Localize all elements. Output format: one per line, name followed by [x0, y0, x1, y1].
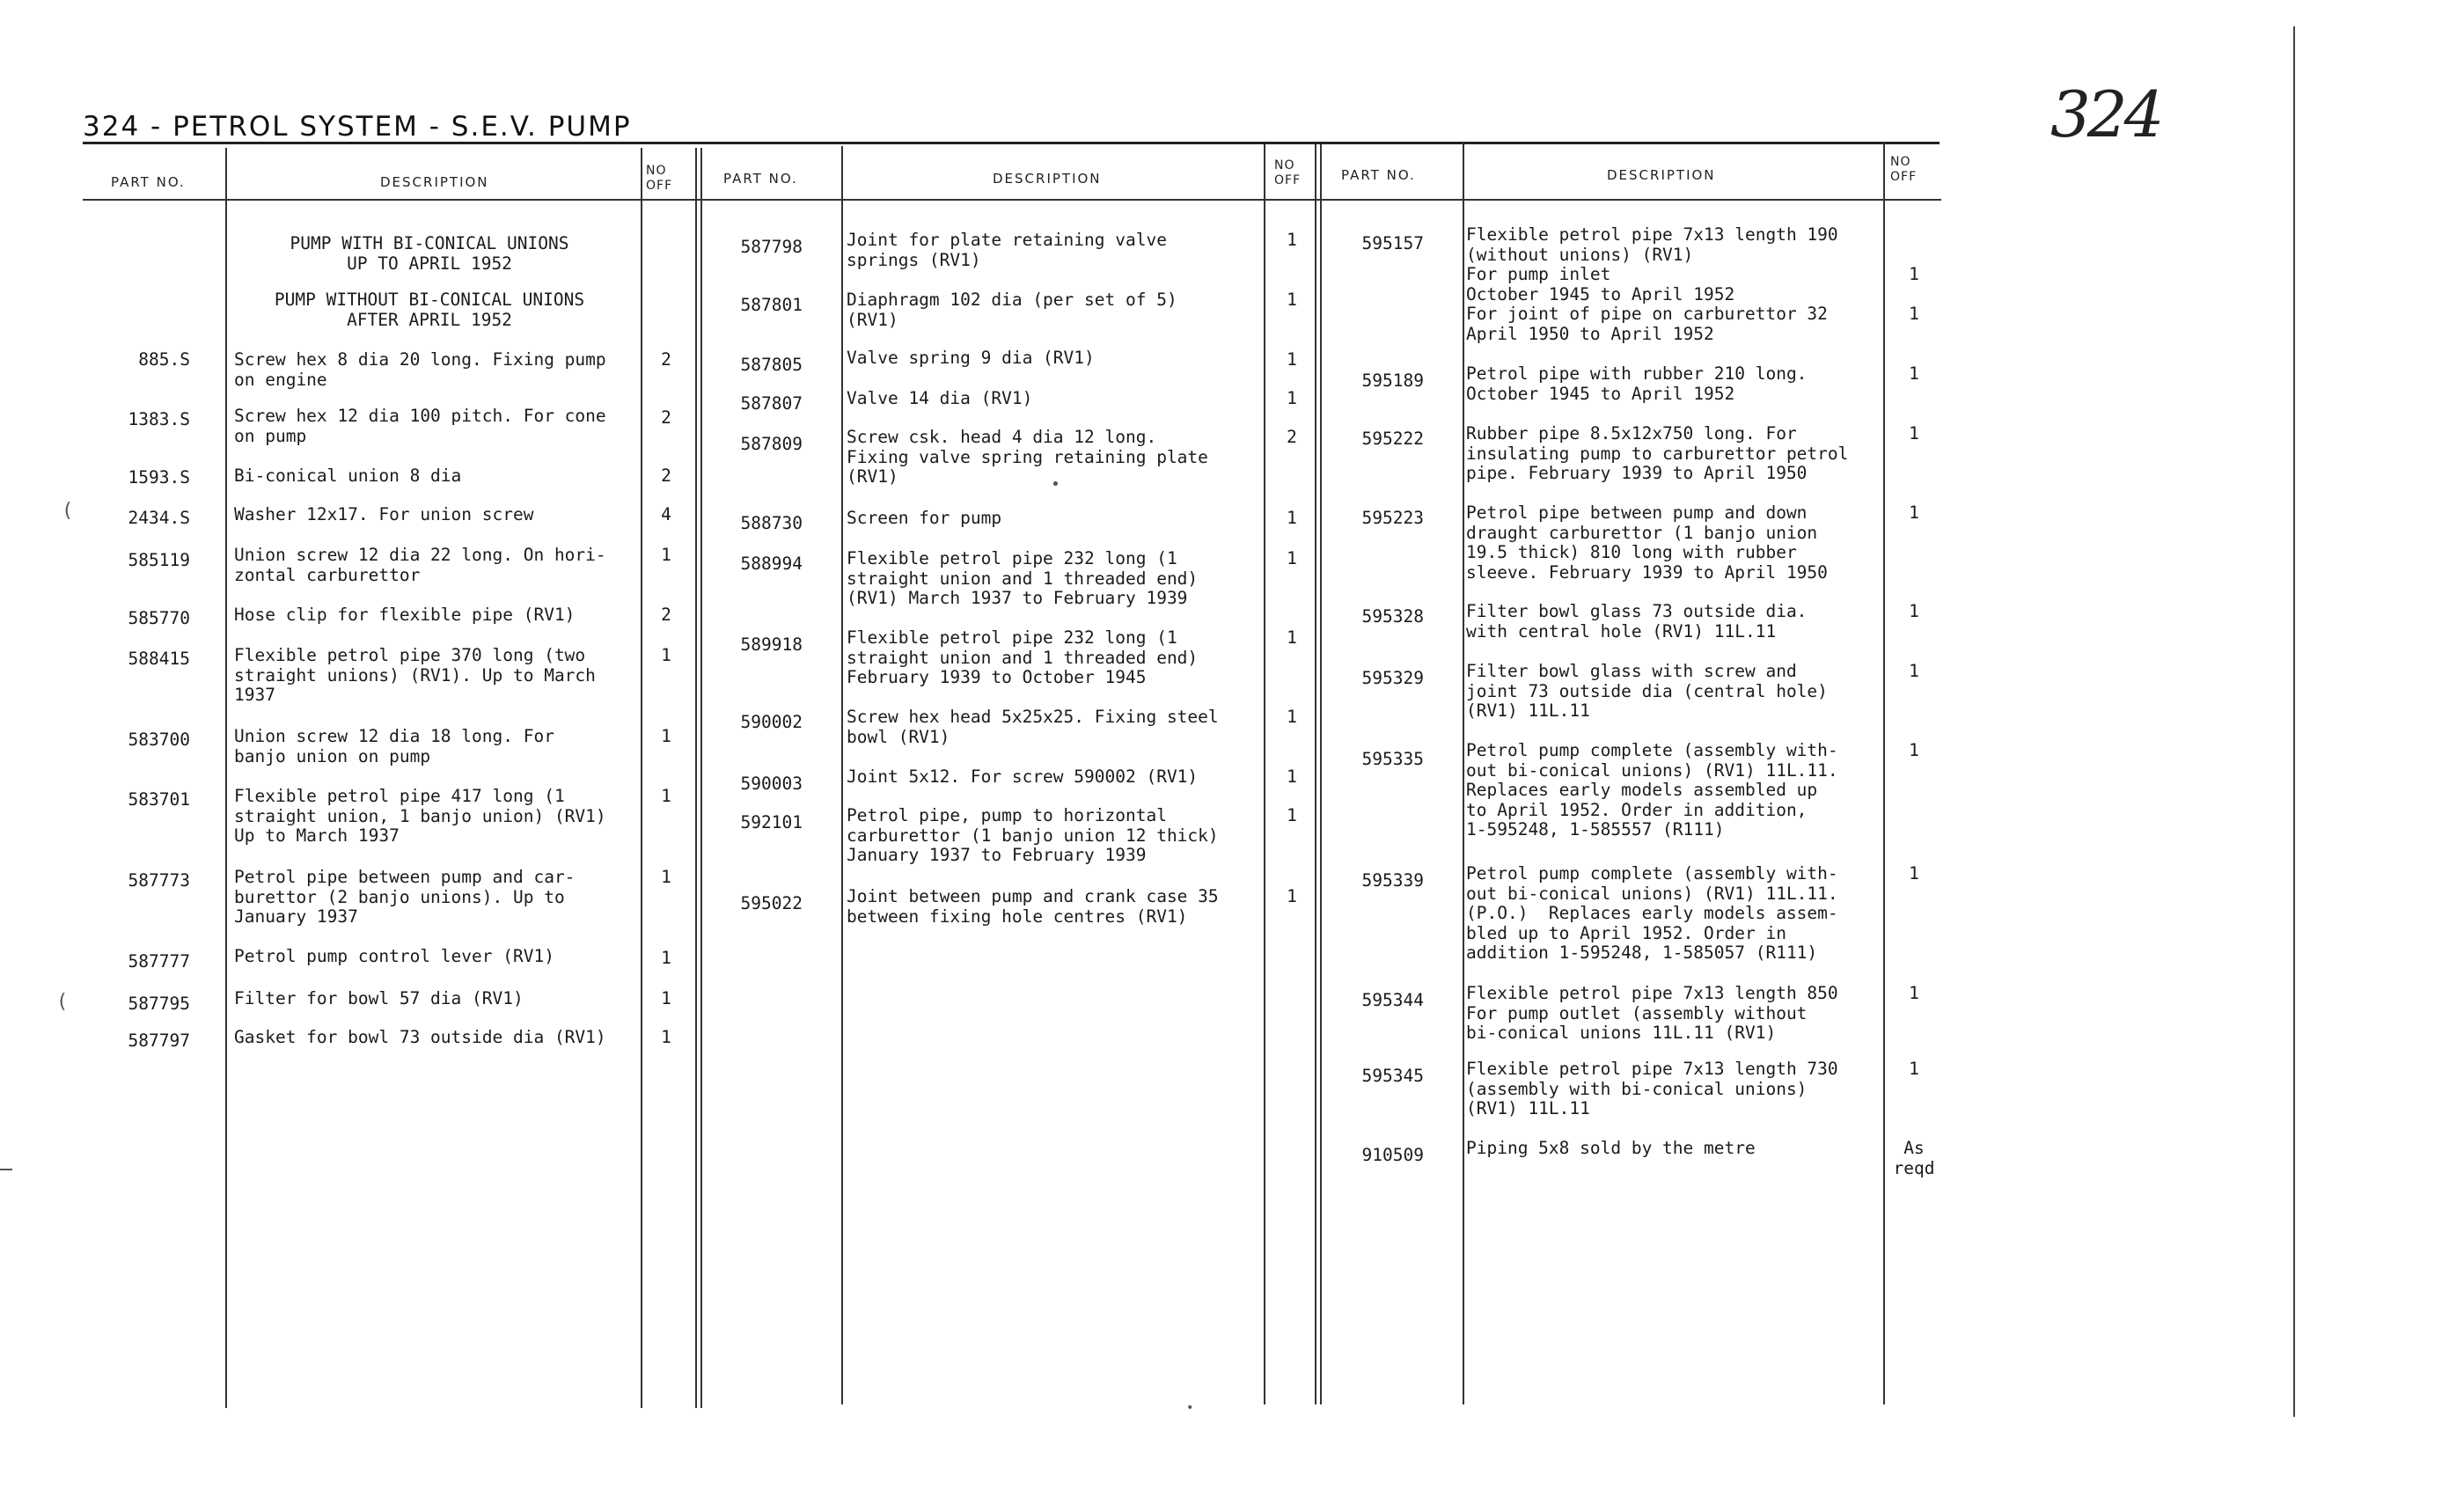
part-number: 595189	[1361, 370, 1424, 391]
part-description: Flexible petrol pipe 232 long (1 straight union and 1 threaded end) (RV1) March 1937 to February 1939	[847, 548, 1199, 608]
part-number: 590003	[740, 774, 803, 794]
part-number: 587797	[128, 1030, 190, 1051]
quantity: 1	[1909, 661, 1919, 681]
quantity: 1	[1287, 627, 1297, 648]
part-number: 588415	[128, 649, 190, 669]
quantity: 1	[1287, 548, 1297, 568]
part-number: 592101	[740, 812, 803, 832]
column-divider	[1315, 144, 1316, 1404]
quantity: 2	[661, 466, 671, 486]
part-number: 595345	[1361, 1066, 1424, 1086]
part-number: 590002	[740, 712, 803, 732]
page-title: 324 - PETROL SYSTEM - S.E.V. PUMP	[83, 111, 632, 143]
quantity: 1	[661, 1027, 671, 1047]
quantity: As reqd	[1893, 1138, 1935, 1178]
quantity: 1	[661, 988, 671, 1008]
quantity: 1	[1909, 363, 1919, 384]
column-divider	[641, 148, 642, 1408]
part-description: Petrol pump complete (assembly with- out bi-conical unions) (RV1) 11L.11. Replaces early models assembled up to April 1952. Order in addition, 1-595248, 1-585557 (R111)	[1466, 740, 1838, 840]
header-part-no-1: PART NO.	[111, 174, 186, 190]
part-number: 587773	[128, 870, 190, 891]
part-description: Valve 14 dia (RV1)	[847, 388, 1033, 408]
part-description: Petrol pump complete (assembly with- out bi-conical unions) (RV1) 11L.11. (P.O.) Replaces early models assem- bled up to April 1952. Order in addition 1-595248, 1-585057 (R111)	[1466, 863, 1838, 963]
column-divider	[1463, 143, 1464, 1404]
part-number: 1383.S	[128, 409, 190, 429]
part-description: Joint between pump and crank case 35 between fixing hole centres (RV1)	[847, 886, 1219, 927]
part-number: 595022	[740, 893, 803, 913]
margin-mark: (	[56, 991, 69, 1013]
column-divider	[1320, 144, 1322, 1404]
page-edge-line	[2293, 26, 2295, 1417]
part-number: 583700	[128, 730, 190, 750]
part-description: Valve spring 9 dia (RV1)	[847, 348, 1095, 368]
part-description: PUMP WITHOUT BI-CONICAL UNIONS AFTER APRIL 1952	[274, 290, 585, 330]
column-divider	[1883, 143, 1885, 1404]
part-description: Petrol pipe between pump and down draught carburettor (1 banjo union 19.5 thick) 810 long with rubber sleeve. February 1939 to April 1950	[1466, 502, 1828, 583]
quantity: 2	[661, 349, 671, 370]
quantity: 2	[661, 605, 671, 625]
quantity: 1	[661, 786, 671, 806]
quantity: 1 1	[1909, 264, 1919, 324]
quantity: 1	[1287, 508, 1297, 528]
quantity: 1	[1909, 423, 1919, 444]
column-divider	[841, 146, 843, 1404]
part-number: 589918	[740, 634, 803, 655]
part-description: PUMP WITH BI-CONICAL UNIONS UP TO APRIL 1952	[290, 233, 569, 274]
header-description-2: DESCRIPTION	[993, 171, 1102, 187]
quantity: 1	[1909, 601, 1919, 621]
part-description: Gasket for bowl 73 outside dia (RV1)	[234, 1027, 606, 1047]
part-number: 587777	[128, 951, 190, 972]
part-number: 595222	[1361, 429, 1424, 449]
part-description: Petrol pipe with rubber 210 long. October 1945 to April 1952	[1466, 363, 1808, 404]
quantity: 1	[1287, 290, 1297, 310]
part-number: 595328	[1361, 606, 1424, 627]
header-no-off-2: NO OFF	[1274, 158, 1302, 187]
part-description: Petrol pipe between pump and car- burettor (2 banjo unions). Up to January 1937	[234, 867, 576, 927]
quantity: 1	[1287, 230, 1297, 250]
quantity: 1	[1909, 983, 1919, 1003]
header-part-no-3: PART NO.	[1341, 167, 1416, 183]
part-number: 588730	[740, 513, 803, 533]
part-number: 587798	[740, 237, 803, 257]
quantity: 1	[1287, 707, 1297, 727]
part-description: Piping 5x8 sold by the metre	[1466, 1138, 1756, 1158]
part-number: 595157	[1361, 233, 1424, 253]
column-divider	[700, 148, 702, 1408]
part-number: 588994	[740, 554, 803, 574]
quantity: 1	[1287, 805, 1297, 825]
quantity: 1	[661, 645, 671, 665]
quantity: 1	[661, 867, 671, 887]
part-description: Hose clip for flexible pipe (RV1)	[234, 605, 576, 625]
quantity: 1	[661, 948, 671, 968]
part-number: 595339	[1361, 870, 1424, 891]
part-description: Petrol pipe, pump to horizontal carburettor (1 banjo union 12 thick) January 1937 to February 1939	[847, 805, 1219, 865]
header-description-3: DESCRIPTION	[1607, 167, 1716, 183]
quantity: 1	[1909, 740, 1919, 760]
part-description: Flexible petrol pipe 7x13 length 190 (without unions) (RV1) For pump inlet October 1945 to April 1952 For joint of pipe on carburettor 32 April 1950 to April 1952	[1466, 224, 1838, 344]
header-description-1: DESCRIPTION	[380, 174, 489, 190]
header-bottom-rule	[83, 199, 1941, 201]
quantity: 2	[1287, 427, 1297, 447]
column-divider	[695, 148, 697, 1408]
part-description: Filter bowl glass 73 outside dia. with central hole (RV1) 11L.11	[1466, 601, 1808, 642]
part-description: Washer 12x17. For union screw	[234, 504, 534, 524]
title-underline	[83, 142, 1940, 144]
part-number: 587801	[740, 295, 803, 315]
part-number: 2434.S	[128, 508, 190, 528]
part-description: Diaphragm 102 dia (per set of 5) (RV1)	[847, 290, 1177, 330]
quantity: 1	[1287, 886, 1297, 906]
quantity: 1	[1287, 388, 1297, 408]
part-number: 595344	[1361, 990, 1424, 1010]
part-description: Petrol pump control lever (RV1)	[234, 946, 554, 966]
quantity: 4	[661, 504, 671, 524]
part-number: 1593.S	[128, 467, 190, 488]
part-description: Screw hex 12 dia 100 pitch. For cone on pump	[234, 406, 606, 446]
column-divider	[1264, 144, 1265, 1404]
part-number: 585770	[128, 608, 190, 628]
quantity: 1	[1909, 502, 1919, 523]
header-no-off-3: NO OFF	[1890, 155, 1918, 184]
part-description: Union screw 12 dia 18 long. For banjo union on pump	[234, 726, 554, 766]
quantity: 1	[1909, 863, 1919, 884]
quantity: 1	[661, 545, 671, 565]
scan-mark	[0, 1169, 12, 1170]
header-part-no-2: PART NO.	[723, 171, 798, 187]
part-description: Flexible petrol pipe 7x13 length 850 For pump outlet (assembly without bi-conical unions 11L.11 (RV1)	[1466, 983, 1838, 1043]
part-number: 587807	[740, 393, 803, 414]
part-description: Screw hex 8 dia 20 long. Fixing pump on engine	[234, 349, 606, 390]
part-description: Flexible petrol pipe 417 long (1 straight union, 1 banjo union) (RV1) Up to March 1937	[234, 786, 606, 846]
part-number: 595223	[1361, 508, 1424, 528]
part-number: 595329	[1361, 668, 1424, 688]
part-description: Joint 5x12. For screw 590002 (RV1)	[847, 766, 1199, 787]
quantity: 1	[1909, 1059, 1919, 1079]
header-no-off-1: NO OFF	[646, 164, 673, 193]
quantity: 1	[1287, 349, 1297, 370]
part-description: Screw csk. head 4 dia 12 long. Fixing valve spring retaining plate (RV1)	[847, 427, 1208, 487]
scan-dot: •	[1186, 1401, 1194, 1415]
quantity: 1	[1287, 766, 1297, 787]
part-number: 585119	[128, 550, 190, 570]
handwritten-page-number: 324	[2050, 77, 2161, 151]
part-description: Union screw 12 dia 22 long. On hori- zontal carburettor	[234, 545, 606, 585]
part-description: Screw hex head 5x25x25. Fixing steel bowl (RV1)	[847, 707, 1219, 747]
part-description: Flexible petrol pipe 7x13 length 730 (assembly with bi-conical unions) (RV1) 11L.11	[1466, 1059, 1838, 1118]
margin-mark: (	[62, 500, 74, 522]
part-number: 885.S	[138, 349, 190, 370]
part-number: 587809	[740, 434, 803, 454]
part-description: Flexible petrol pipe 370 long (two straight unions) (RV1). Up to March 1937	[234, 645, 596, 705]
part-number: 587805	[740, 355, 803, 375]
quantity: 1	[661, 726, 671, 746]
part-description: Rubber pipe 8.5x12x750 long. For insulating pump to carburettor petrol pipe. February 1939 to April 1950	[1466, 423, 1849, 483]
column-divider	[225, 148, 227, 1408]
part-number: 595335	[1361, 749, 1424, 769]
part-description: Screen for pump	[847, 508, 1002, 528]
quantity: 2	[661, 407, 671, 428]
part-description: Bi-conical union 8 dia	[234, 466, 462, 486]
part-description: Joint for plate retaining valve springs (RV1)	[847, 230, 1167, 270]
part-description: Flexible petrol pipe 232 long (1 straight union and 1 threaded end) February 1939 to October 1945	[847, 627, 1199, 687]
scan-dot: •	[1051, 475, 1060, 494]
part-number: 910509	[1361, 1145, 1424, 1165]
part-number: 587795	[128, 994, 190, 1014]
part-description: Filter for bowl 57 dia (RV1)	[234, 988, 524, 1008]
part-number: 583701	[128, 789, 190, 810]
part-description: Filter bowl glass with screw and joint 73 outside dia (central hole) (RV1) 11L.11	[1466, 661, 1828, 721]
